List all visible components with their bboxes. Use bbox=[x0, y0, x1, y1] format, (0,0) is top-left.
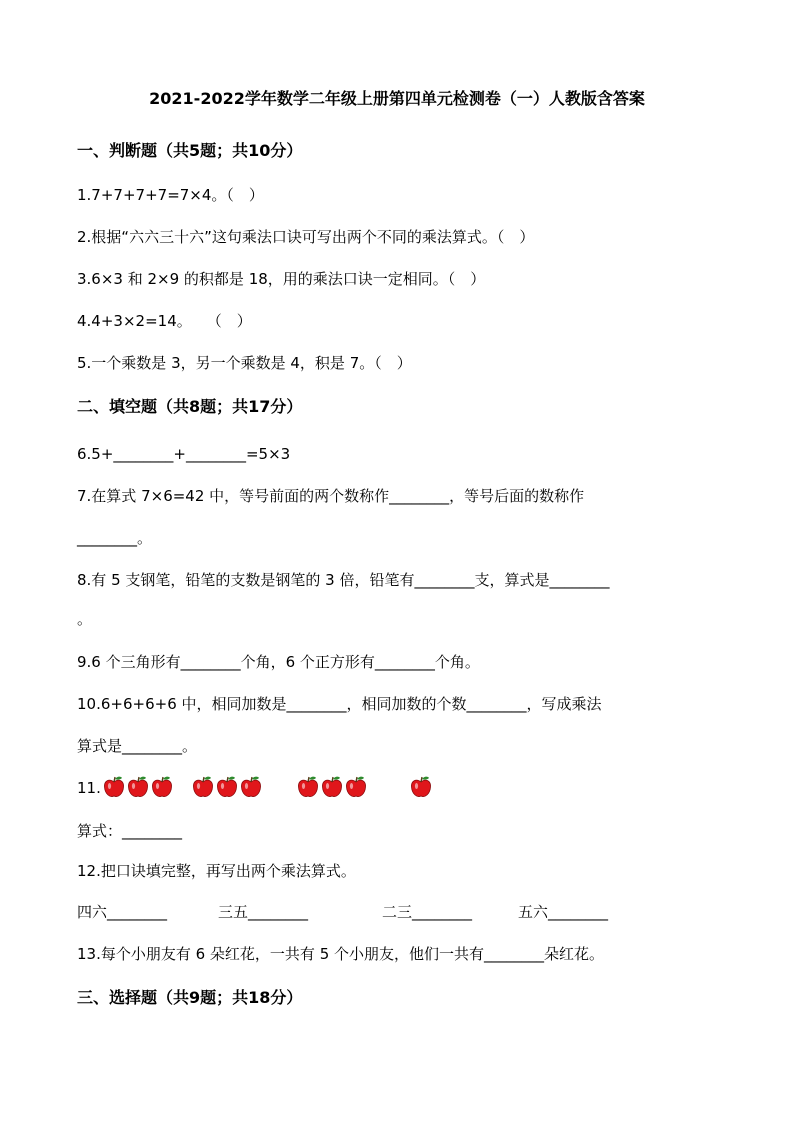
question-13: 13.每个小朋友有 6 朵红花，一共有 5 个小朋友，他们一共有________朵红花。 bbox=[77, 945, 605, 963]
apple-icon bbox=[192, 775, 214, 799]
question-7-line-1: 7.在算式 7×6=42 中，等号前面的两个数称作________，等号后面的数称作 bbox=[77, 487, 585, 505]
apple-icon bbox=[321, 775, 343, 799]
apple-icon bbox=[127, 775, 149, 799]
question-7-line-2: ________。 bbox=[77, 529, 153, 547]
apple-icon bbox=[151, 775, 173, 799]
question-8-line-1: 8.有 5 支钢笔，铅笔的支数是钢笔的 3 倍，铅笔有________支，算式是________ bbox=[77, 571, 610, 589]
question-6: 6.5+________+________=5×3 bbox=[77, 445, 291, 463]
question-1: 1.7+7+7+7=7×4。（ ） bbox=[77, 186, 264, 204]
apple-group bbox=[297, 775, 367, 799]
question-11-label: 11. bbox=[77, 779, 101, 797]
question-11-formula: 算式：________ bbox=[77, 822, 183, 840]
apple-icon bbox=[240, 775, 262, 799]
apple-icon bbox=[297, 775, 319, 799]
question-10-line-2: 算式是________。 bbox=[77, 737, 198, 755]
question-12-item-2: 三五________ bbox=[218, 903, 309, 921]
question-10-line-1: 10.6+6+6+6 中，相同加数是________，相同加数的个数________，写成乘法 bbox=[77, 695, 602, 713]
question-2: 2.根据“六六三十六”这句乘法口诀可写出两个不同的乘法算式。（ ） bbox=[77, 228, 535, 246]
question-3: 3.6×3 和 2×9 的积都是 18，用的乘法口诀一定相同。（ ） bbox=[77, 270, 486, 288]
question-12-item-4: 五六________ bbox=[518, 903, 609, 921]
apple-icon bbox=[216, 775, 238, 799]
apple-icon bbox=[410, 775, 432, 799]
question-9: 9.6 个三角形有________个角，6 个正方形有________个角。 bbox=[77, 653, 480, 671]
question-4: 4.4+3×2=14。 （ ） bbox=[77, 312, 252, 330]
apple-group bbox=[103, 775, 173, 799]
question-12-item-3: 二三________ bbox=[382, 903, 473, 921]
question-5: 5.一个乘数是 3，另一个乘数是 4，积是 7。（ ） bbox=[77, 354, 412, 372]
section-heading-fill-in: 二、填空题（共8题；共17分） bbox=[77, 397, 303, 416]
question-8-line-2: 。 bbox=[77, 610, 93, 628]
page-title: 2021-2022学年数学二年级上册第四单元检测卷（一）人教版含答案 bbox=[149, 89, 645, 108]
apple-group bbox=[410, 775, 432, 799]
question-12-item-1: 四六________ bbox=[77, 903, 168, 921]
apple-icon bbox=[345, 775, 367, 799]
question-12: 12.把口诀填完整，再写出两个乘法算式。 bbox=[77, 862, 356, 880]
apple-group bbox=[192, 775, 262, 799]
apple-icon bbox=[103, 775, 125, 799]
section-heading-choice: 三、选择题（共9题；共18分） bbox=[77, 988, 303, 1007]
section-heading-judgement: 一、判断题（共5题；共10分） bbox=[77, 141, 303, 160]
